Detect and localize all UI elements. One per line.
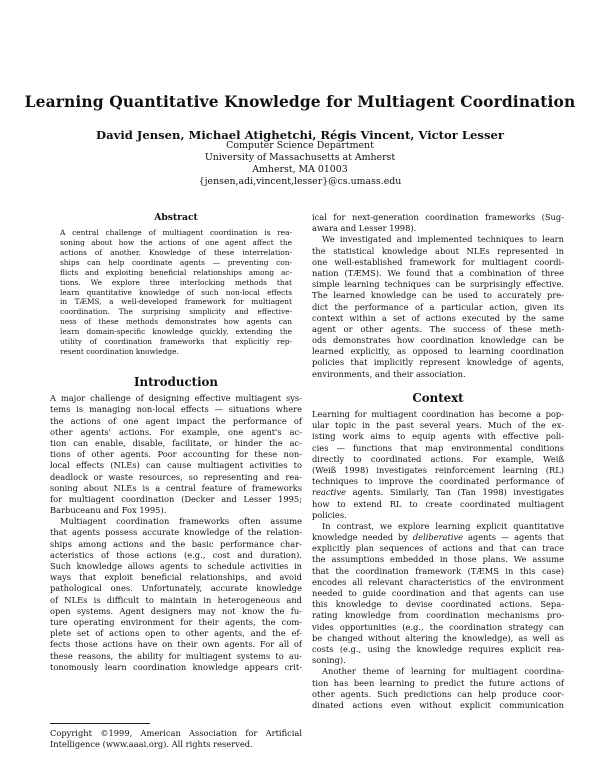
abstract-line: learn quantitative knowledge of such non-local effects — [60, 287, 292, 297]
context-paragraph-2 — [312, 521, 564, 666]
text-line: Such knowledge allows agents to schedule activities in — [50, 561, 302, 572]
text-line: ular topic in the past several years. Much of the ex- — [312, 420, 564, 431]
text-line: In contrast, we explore learning explicit quantitative — [322, 520, 564, 531]
text-line: soning). — [312, 655, 346, 666]
text-line: open systems. Agent designers may not know the fu- — [50, 605, 302, 616]
text-line: ical for next-generation coordination frameworks (Sug- — [312, 212, 564, 222]
context-paragraph-1 — [312, 409, 564, 521]
introduction-paragraph-1 — [50, 393, 302, 516]
text-line: the assumptions embedded in those plans. We assume — [312, 554, 564, 565]
abstract-line: A central challenge of multiagent coordination is rea- — [60, 228, 292, 238]
abstract-heading: Abstract — [154, 212, 198, 223]
text-line: fects those actions have on their own agents. For all of — [50, 639, 302, 650]
text-line: this knowledge to devise coordinated actions. Sepa- — [312, 599, 564, 610]
text-line: one well-established framework for multiagent coordi- — [312, 256, 564, 267]
text-line: local effects (NLEs) can cause multiagent activities to — [50, 460, 302, 471]
text-line: needed to guide coordination and that agents can use — [312, 588, 564, 599]
text-line: plete set of actions open to other agents, and the ef- — [50, 628, 302, 639]
text-line: dict the performance of a particular action, given its — [312, 301, 564, 312]
abstract-line: resent coordination knowledge. — [60, 346, 179, 356]
text-line: cies — functions that map environmental conditions — [312, 442, 564, 453]
investigation-paragraph — [312, 234, 564, 379]
text-line: pathological ones. Unfortunately, accurate knowledge — [50, 583, 302, 594]
abstract-body — [60, 228, 292, 357]
text-line: directly to coordinated actions. For example, Weiß — [312, 453, 564, 464]
text-line: agent or other agents. The success of these meth- — [312, 323, 564, 334]
text-line: learned explicitly, as opposed to learning coordination — [312, 346, 564, 357]
introduction-heading: Introduction — [133, 375, 218, 389]
abstract-line: actions of another. Knowledge of these interrelation- — [60, 247, 292, 257]
text-line: ways that exploit beneficial relationships, and avoid — [50, 572, 302, 583]
text-line: nation (TÆMS). We found that a combination of three — [312, 267, 564, 278]
text-line: policies that implicitly represent knowledge of agents, — [312, 357, 564, 368]
text-line: be changed without altering the knowledge), as well as — [312, 632, 564, 643]
text-line: policies. — [312, 509, 347, 520]
text-line: ture operating environment for their agents, the com- — [50, 616, 302, 627]
text-line: tion has been learning to predict the future actions of — [312, 677, 564, 688]
right-column — [312, 212, 564, 711]
text-line: A major challenge of designing effective multiagent sys- — [50, 393, 302, 404]
text-line: that the coordination framework (TÆMS in this case) — [312, 565, 564, 576]
abstract-line: utility of coordination frameworks that explicitly rep- — [60, 337, 292, 346]
continued-paragraph — [312, 212, 564, 234]
text-line: Multiagent coordination frameworks often assume — [60, 516, 302, 527]
text-line: encodes all relevant characteristics of the environment — [312, 576, 564, 587]
text-line: tion can enable, disable, facilitate, or hinder the ac- — [50, 437, 302, 448]
abstract-line: coordination. The surprising simplicity and effective- — [60, 307, 292, 317]
affiliation-address: Amherst, MA 01003 — [252, 164, 348, 175]
text-line: soning about NLEs is a central feature of frameworks — [50, 482, 302, 493]
text-line: the statistical knowledge about NLEs represented in — [312, 245, 564, 256]
text-line: techniques to improve the coordinated performance of — [312, 476, 564, 487]
introduction-section — [50, 377, 302, 673]
affiliation-university: University of Massachusetts at Amherst — [204, 152, 396, 163]
text-line: these reasons, the ability for multiagent systems to au- — [50, 650, 302, 661]
text-line: how to extend RL to create coordinated multiagent — [312, 498, 564, 509]
context-paragraph-3 — [312, 666, 564, 711]
abstract-line: tions. We explore three interlocking methods that — [60, 277, 292, 287]
text-line: other agents. Such predictions can help produce coor- — [312, 688, 564, 699]
text-line: rating knowledge from coordination mechanisms pro- — [312, 610, 564, 621]
text-line: of NLEs is difficult to maintain in heterogeneous and — [50, 594, 302, 605]
text-line: tonomously learn coordination knowledge appears crit- — [50, 661, 302, 672]
context-heading: Context — [412, 390, 464, 405]
text-line: vides opportunities (e.g., the coordination strategy can — [312, 621, 564, 632]
text-line: costs (e.g., using the knowledge requires explicit rea- — [312, 643, 564, 654]
abstract-line: ships can help coordinate agents — preventing con- — [60, 257, 292, 267]
text-line: reactive agents. Similarly, Tan (Tan 1998) investigates — [312, 487, 564, 498]
abstract-line: flicts and exploiting beneficial relationships among ac- — [60, 267, 292, 277]
affiliation-email: {jensen,adi,vincent,lesser}@cs.umass.edu — [198, 176, 402, 187]
abstract-line: ness of these methods demonstrates how agents can — [60, 317, 292, 327]
abstract-line: learn domain-specific knowledge quickly, extending the — [60, 327, 292, 337]
abstract-line: soning about how the actions of one agent affect the — [60, 238, 292, 248]
text-line: ships among actions and the basic performance char- — [50, 538, 302, 549]
text-line: ods demonstrates how coordination knowledge can be — [312, 335, 564, 346]
text-line: Another theme of learning for multiagent coordina- — [322, 666, 564, 677]
text-line: Barbuceanu and Fox 1995). — [50, 505, 167, 516]
text-line: The learned knowledge can be used to accurately pre- — [312, 290, 564, 301]
text-line: acteristics of those actions (e.g., cost and duration). — [50, 549, 302, 560]
text-line: other agents' actions. For example, one agent's ac- — [50, 426, 302, 437]
text-line: tems is managing non-local effects — situations where — [50, 404, 302, 415]
text-line: (Weiß 1998) investigates reinforcement learning (RL) — [312, 464, 564, 475]
text-line: that agents possess accurate knowledge of the relation- — [50, 527, 302, 538]
text-line: tions of other agents. Poor accounting for these non- — [50, 449, 302, 460]
text-line: context within a set of actions executed by the same — [312, 312, 564, 323]
text-line: awara and Lesser 1998). — [312, 223, 417, 234]
emphasized-word: deliberative — [412, 532, 464, 543]
abstract-line: in TÆMS, a well-developed framework for multiagent — [60, 297, 292, 307]
affiliation — [0, 140, 600, 188]
footnote-rule — [50, 723, 150, 724]
copyright-notice — [50, 728, 302, 750]
text-line: the actions of one agent impact the performance of — [50, 415, 302, 426]
introduction-paragraph-2 — [50, 516, 302, 673]
paper-title: Learning Quantitative Knowledge for Multiagent Coordination — [24, 92, 576, 111]
text-line: Learning for multiagent coordination has become a pop- — [312, 409, 564, 420]
text-line: simple learning techniques can be surprisingly effective. — [312, 279, 564, 290]
text-line: deadlock or waste resources, so representing and rea- — [50, 471, 302, 482]
text-line: explicitly plan sequences of actions and that can trace — [312, 543, 564, 554]
text-line: environments, and their association. — [312, 368, 466, 379]
abstract-section — [50, 212, 302, 357]
affiliation-department: Computer Science Department — [226, 140, 374, 151]
text-line: knowledge needed by deliberative agents — agents that — [312, 532, 564, 543]
copyright-line: Copyright ©1999, American Association for Artificial — [50, 728, 302, 738]
author-list: David Jensen, Michael Atighetchi, Régis Vincent, Victor Lesser — [96, 128, 504, 142]
emphasized-word: reactive — [312, 487, 347, 498]
text-line: We investigated and implemented techniques to learn — [322, 234, 564, 245]
text-line: for multiagent coordination (Decker and Lesser 1995; — [50, 493, 302, 504]
text-line: dinated actions even without explicit communication — [312, 699, 564, 710]
text-line: isting work aims to equip agents with effective poli- — [312, 431, 564, 442]
copyright-line: Intelligence (www.aaai.org). All rights reserved. — [50, 739, 253, 750]
